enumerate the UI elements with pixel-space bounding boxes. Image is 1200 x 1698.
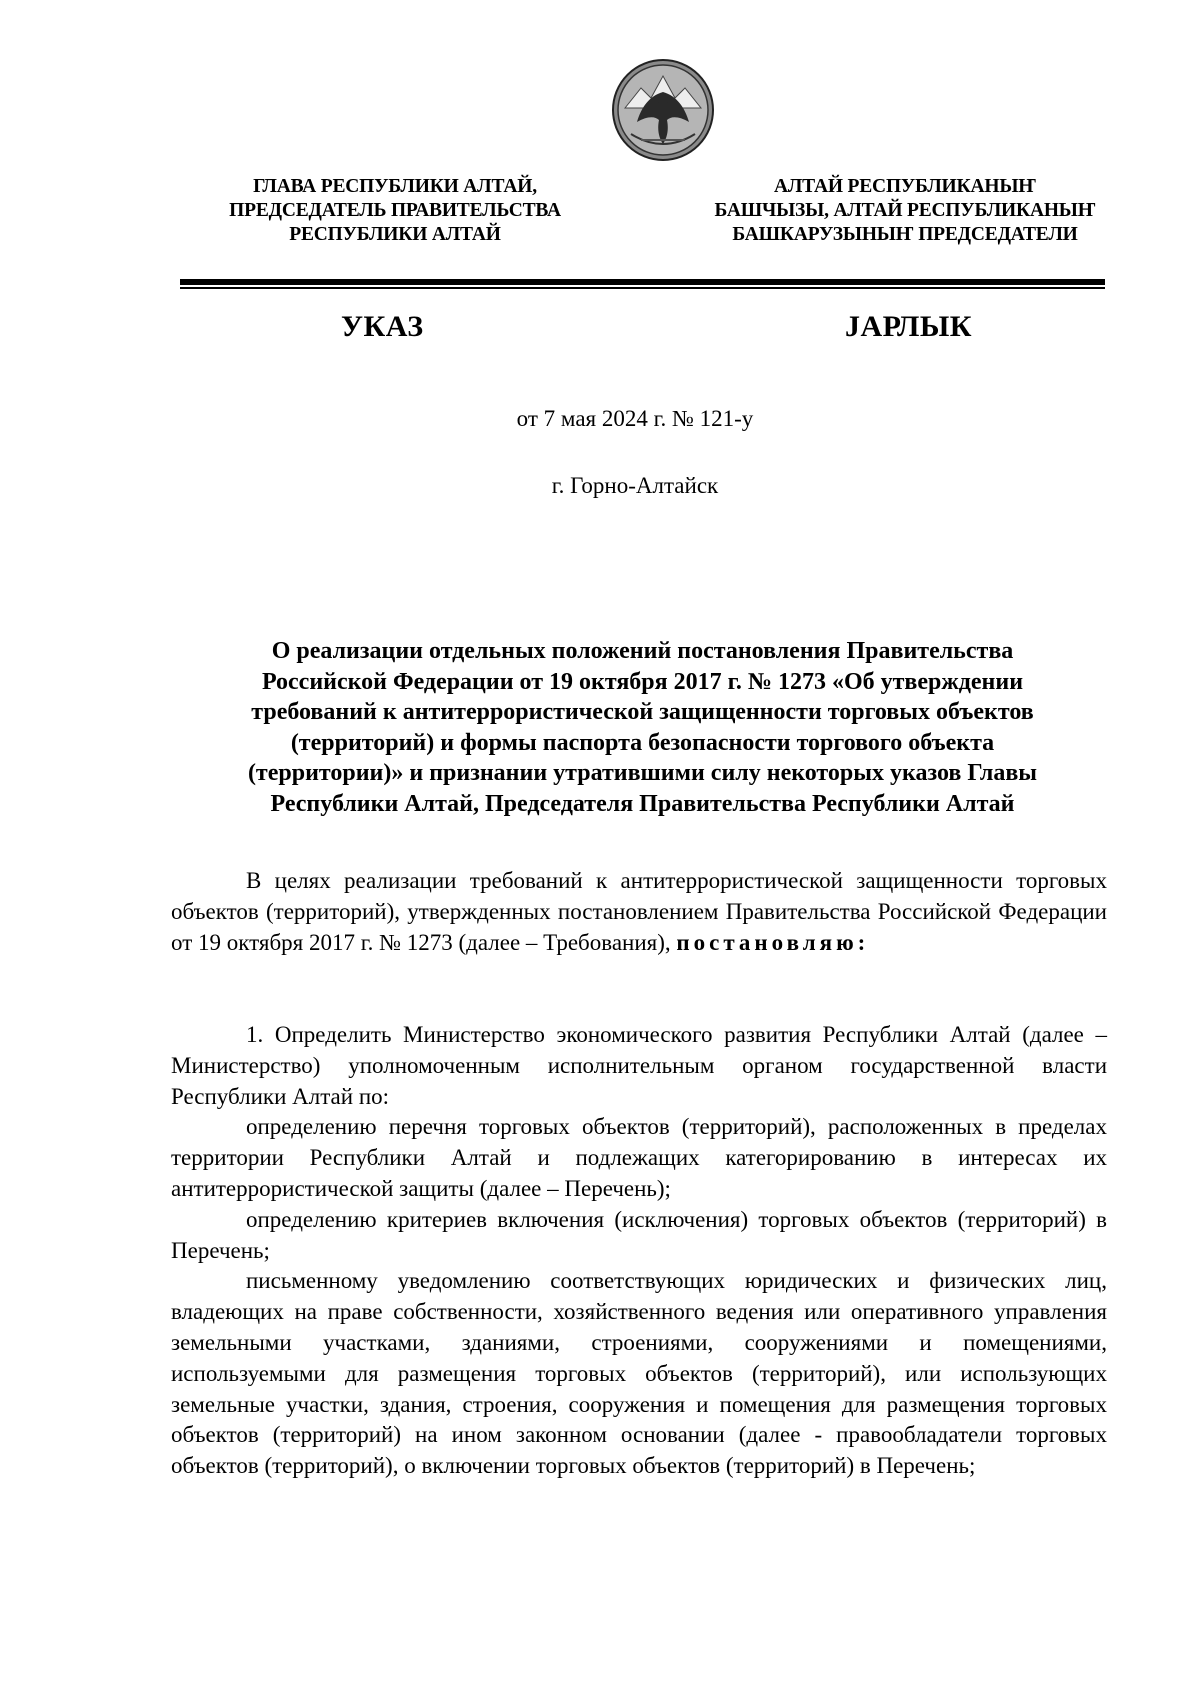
header-divider-thin [180,287,1105,289]
issuer-header-russian [180,175,610,247]
decree-item: 1. Определить Министерство экономического развития Республики Алтай (далее – Министерство) уполномоченным исполнительным органом государственной власти Республики Алтай по: [171,1022,1107,1109]
decree-item: определению перечня торговых объектов (территорий), расположенных в пределах территории Республики Алтай и подлежащих категорированию в интересах их антитеррористической защиты (далее – Перечень); [171,1114,1107,1201]
preamble-paragraph [171,866,1107,958]
preamble-text: В целях реализации требований к антитеррористической защищенности торговых объектов (территорий), утвержденных постановлением Правительства Российской Федерации от 19 октября 2017 г. № 1273 (далее – Требования), [171,868,1107,955]
decree-city: г. Горно-Алтайск [551,473,719,498]
decree-word: постановляю: [676,929,870,955]
title-line: (территорий) и формы паспорта безопасности торгового объекта [290,729,995,756]
header-line: БАШЧЫЗЫ, АЛТАЙ РЕСПУБЛИКАНЫҤ [714,200,1096,221]
header-divider-thick [180,279,1105,285]
issuer-header-altai [700,175,1110,247]
doc-type-altai: JАРЛЫК [845,310,973,343]
header-line: РЕСПУБЛИКИ АЛТАЙ [289,224,501,245]
title-line: требований к антитеррористической защищенности торговых объектов [251,699,1034,725]
decree-item: письменному уведомлению соответствующих юридических и физических лиц, владеющих на праве собственности, хозяйственного ведения или оперативного управления земельными участками, зданиями, строениями, сооружениями и помещениями, используемыми для размещения торговых объектов (территорий), или использующих земельные участки, здания, строения, сооружения и помещения для размещения торговых объектов (территорий) на ином законном основании (далее - правообладатели торговых объектов (территорий), о включении торговых объектов (территорий) в Перечень; [171,1268,1107,1479]
coat-of-arms-emblem-icon [611,58,715,162]
title-line: Российской Федерации от 19 октября 2017 г. № 1273 «Об утверждении [261,668,1024,695]
header-line: БАШКАРУЗЫНЫҤ ПРЕДСЕДАТЕЛИ [732,224,1078,245]
title-line: Республики Алтай, Председателя Правительства Республики Алтай [270,790,1015,817]
header-line: АЛТАЙ РЕСПУБЛИКАНЫҤ [773,176,1037,197]
decree-items [171,1020,1107,1482]
doc-type-russian: УКАЗ [341,310,424,343]
decree-item: определению критериев включения (исключения) торговых объектов (территорий) в Перечень; [171,1206,1107,1263]
decree-date-number: от 7 мая 2024 г. № 121-у [516,406,754,431]
title-line: О реализации отдельных положений постановления Правительства [271,638,1014,664]
header-line: ПРЕДСЕДАТЕЛЬ ПРАВИТЕЛЬСТВА [229,200,561,221]
title-line: (территории)» и признании утратившими силу некоторых указов Главы [247,760,1038,786]
decree-title [180,636,1105,819]
header-line: ГЛАВА РЕСПУБЛИКИ АЛТАЙ, [253,176,537,197]
preamble [171,866,1107,958]
